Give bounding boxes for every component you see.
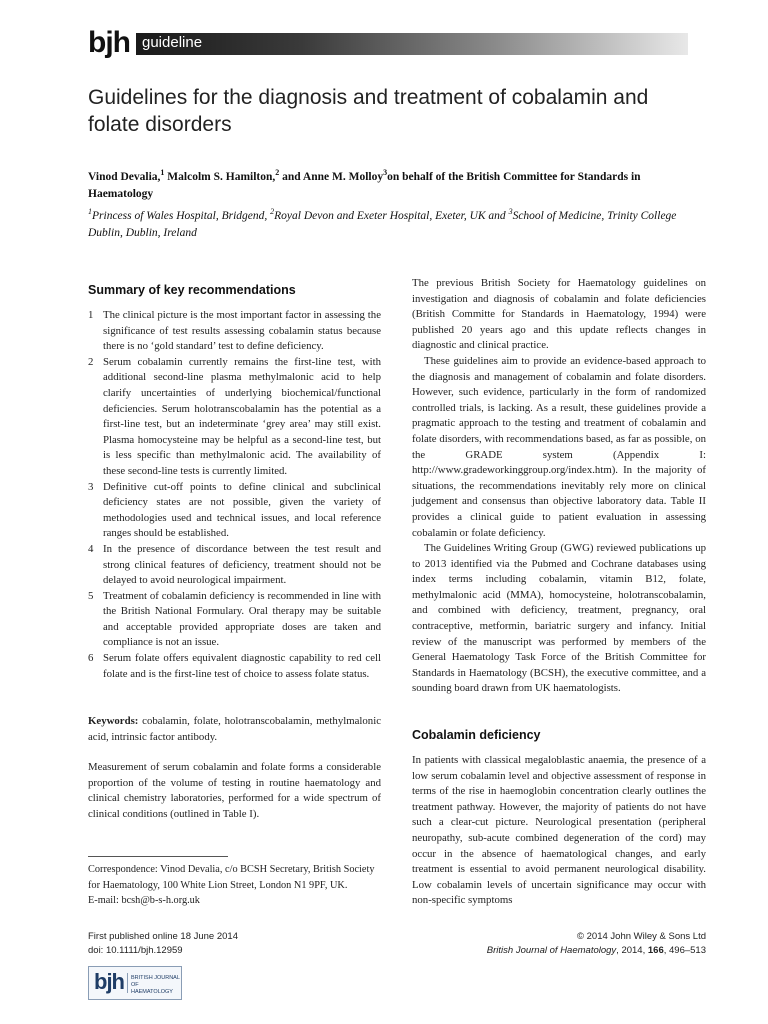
badge-divider bbox=[127, 973, 128, 993]
intro-text: Measurement of serum cobalamin and folate forms a considerable proportion of the volume of testing in routine haematology and clinical chemistry laboratories, performed for a wide spectrum of clinical conditions (outlined in Table I). bbox=[88, 761, 381, 820]
recommendation-item bbox=[88, 355, 381, 480]
doi: doi: 10.1111/bjh.12959 bbox=[88, 945, 183, 956]
author-1-affil: 1 bbox=[160, 168, 165, 177]
right-column-top bbox=[412, 276, 706, 697]
affil-1: Princess of Wales Hospital, Bridgend, bbox=[92, 209, 271, 222]
author-2-affil: 2 bbox=[275, 168, 280, 177]
correspondence bbox=[88, 862, 381, 909]
correspondence-line-3: E-mail: bcsh@b-s-h.org.uk bbox=[88, 895, 200, 907]
journal-citation bbox=[487, 930, 706, 958]
header-bar bbox=[136, 33, 688, 55]
recommendation-number: 6 bbox=[88, 652, 94, 665]
recommendation-text: The clinical picture is the most important factor in assessing the significance of test results assessing cobalamin status because there is no ‘gold standard’ test to define deficiency. bbox=[103, 309, 381, 353]
volume: 166 bbox=[647, 945, 664, 956]
recommendation-text: Definitive cut-off points to define clinical and subclinical deficiency states are not possible, given the variety of methodologies used and technical issues, and local reference ranges should be established. bbox=[103, 480, 381, 540]
recommendation-item bbox=[88, 542, 381, 589]
author-group: on behalf of the British Committee for Standards in Haematology bbox=[88, 170, 641, 200]
publication-info bbox=[88, 930, 238, 958]
badge-logo: bjh bbox=[94, 969, 124, 994]
author-list bbox=[88, 164, 688, 203]
citation-line bbox=[487, 944, 706, 958]
keywords-label: Keywords: bbox=[88, 715, 139, 727]
copyright: © 2014 John Wiley & Sons Ltd bbox=[577, 931, 706, 942]
author-3-affil: 3 bbox=[383, 168, 388, 177]
recommendation-number: 3 bbox=[88, 480, 94, 493]
author-1: Vinod Devalia, bbox=[88, 170, 161, 183]
correspondence-line-2: for Haematology, 100 White Lion Street, London N1 9PF, UK. bbox=[88, 879, 348, 891]
pages: , 496–513 bbox=[663, 945, 706, 956]
affil-2: Royal Devon and Exeter Hospital, Exeter, UK and bbox=[274, 209, 509, 222]
recommendation-number: 4 bbox=[88, 542, 94, 555]
para-cobalamin-deficiency: In patients with classical megaloblastic anaemia, the presence of a low serum cobalamin level and objective assessment of response in terms of the rise in haemoglobin concentration clearly outlines the treatment pathway. However, the majority of patients do not have such a clear-cut picture. Neurological presentation (peripheral neuropathy, sub-acute combined degeneration of the cord) may occur in the absence of haematological changes, and early treatment is essential to avoid permanent neurological disability. Low cobalamin levels of uncertain significance may occur with non-specific symptoms bbox=[412, 754, 706, 907]
recommendation-number: 2 bbox=[88, 355, 94, 368]
recommendation-text: Serum cobalamin currently remains the first-line test, with additional second-line plasma methylmalonic acid to help clarify uncertainties of underlying biochemical/functional deficiencies. Serum holotranscobalamin has the potential as a first-line test, but an indeterminate ‘grey area’ may still exist. Plasma homocysteine may be helpful as a second-line test, but is less specific than methylmalonic acid. The availability of these second-line tests is currently limited. bbox=[103, 355, 381, 477]
journal-badge-logo bbox=[88, 966, 182, 1000]
author-3: and Anne M. Molloy bbox=[279, 170, 384, 183]
para-previous-guidelines: The previous British Society for Haematology guidelines on investigation and diagnosis of cobalamin and folate deficiencies (British Committe for Standards in Haematology, 1994) were published 20 years ago and this update reflects changes in diagnostic and clinical practice. bbox=[412, 277, 706, 352]
summary-heading: Summary of key recommendations bbox=[88, 283, 296, 297]
recommendation-number: 1 bbox=[88, 309, 94, 321]
affil-3: School of Medicine, Trinity College Dublin, Dublin, Ireland bbox=[88, 209, 677, 239]
journal-header bbox=[88, 28, 688, 62]
cobalamin-heading: Cobalamin deficiency bbox=[412, 728, 541, 742]
recommendation-item bbox=[88, 589, 381, 651]
para-writing-group: The Guidelines Writing Group (GWG) reviewed publications up to 2013 identified via the Pubmed and Cochrane databases using index terms including cobalamin, vitamin B12, folate, methylmalonic acid (MMA), homocysteine, holotranscobalamin, and combined with deficiency, treatment, pregnancy, oral contraceptive, metformin, bariatric surgery and infancy. Initial review of the manuscript was performed by members of the General Haematology Task Force of the British Committee for Standards in Haematology (BCSH), the executive committee, and a sounding board drawn from UK haematologists. bbox=[412, 542, 706, 695]
para-aims: These guidelines aim to provide an evidence-based approach to the diagnosis and management of cobalamin and folate disorders. However, such evidence, particularly in the form of randomized controlled trials, is lacking. As a result, these guidelines provide a pragmatic approach to the testing and treatment of cobalamin and folate disorders, with recommendations based, as far as possible, on the GRADE system (Appendix I: http://www.gradeworkinggroup.org/index.htm). In the majority of situations, the recommendations inevitably rely more on clinical judgement and consensus than objective laboratory data. Table II provides a clinical guide to patient evaluation in assessing cobalamin or folate deficiency. bbox=[412, 354, 706, 539]
affiliations bbox=[88, 203, 688, 242]
keywords-text: cobalamin, folate, holotranscobalamin, methylmalonic acid, intrinsic factor antibody. bbox=[88, 715, 381, 743]
recommendation-item bbox=[88, 308, 381, 355]
recommendations-list bbox=[88, 308, 381, 682]
article-type-label: guideline bbox=[142, 34, 203, 51]
citation-year: , 2014, bbox=[616, 945, 648, 956]
affil-mark-1: 1 bbox=[88, 207, 92, 216]
affil-mark-2: 2 bbox=[270, 207, 275, 216]
recommendation-number: 5 bbox=[88, 589, 94, 602]
journal-logo: bjh bbox=[88, 26, 130, 59]
journal-name: British Journal of Haematology bbox=[486, 945, 617, 956]
recommendation-item bbox=[88, 480, 381, 542]
right-column-bottom bbox=[412, 753, 706, 909]
recommendation-item bbox=[88, 651, 381, 682]
publication-date: First published online 18 June 2014 bbox=[88, 931, 238, 942]
recommendation-text: Treatment of cobalamin deficiency is recommended in line with the British National Formulary. Oral therapy may be suitable and acceptable provided appropriate doses are taken and compliance is not an issue. bbox=[103, 589, 381, 649]
recommendation-text: Serum folate offers equivalent diagnostic capability to red cell folate and is the first-line test of choice to assess folate status. bbox=[103, 652, 381, 680]
correspondence-line-1: Correspondence: Vinod Devalia, c/o BCSH Secretary, British Society bbox=[88, 864, 375, 875]
keywords bbox=[88, 714, 381, 745]
footnote-rule bbox=[88, 856, 228, 857]
badge-text: BRITISH JOURNAL OF HAEMATOLOGY bbox=[131, 975, 180, 995]
article-title: Guidelines for the diagnosis and treatment of cobalamin and folate disorders bbox=[88, 86, 649, 136]
recommendation-text: In the presence of discordance between the test result and strong clinical features of deficiency, treatment should not be delayed to avoid neurological impairment. bbox=[103, 542, 381, 587]
intro-paragraph bbox=[88, 760, 381, 822]
affil-mark-3: 3 bbox=[508, 207, 513, 216]
author-2: Malcolm S. Hamilton, bbox=[164, 170, 276, 183]
